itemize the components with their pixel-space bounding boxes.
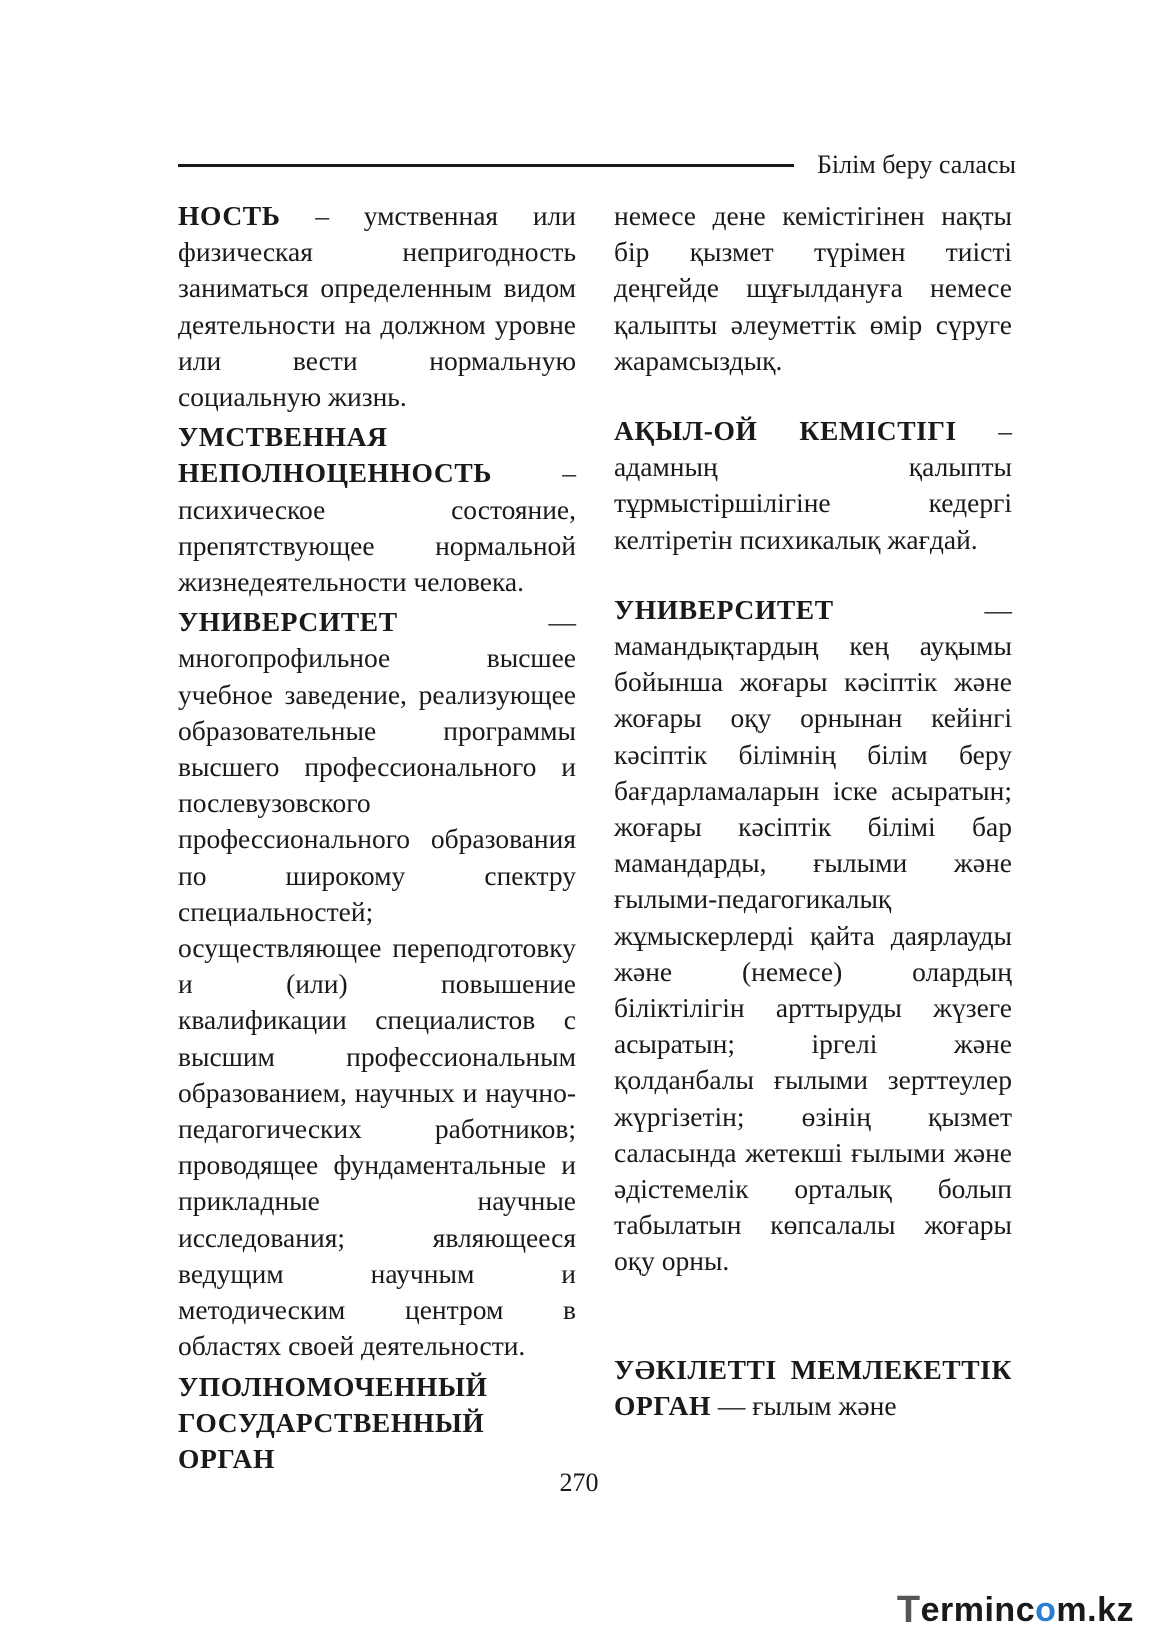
logo-text: ermin: [920, 1590, 1016, 1629]
entry-paragraph: [614, 198, 1012, 379]
entry-text: – умственная или физическая непригодность заниматься определенным видом деятельности на должном уровне или вести нормальную социальную жизнь.: [178, 200, 576, 413]
entry-paragraph: [178, 604, 576, 1364]
entry-text: – адамның қалыпты тұрмыстіршілігіне кедергі келтіретін психикалық жағдай.: [614, 415, 1012, 555]
entry-term: УПОЛНОМОЧЕННЫЙ ГОСУДАРСТВЕННЫЙ ОРГАН: [178, 1370, 488, 1474]
logo-letter: T: [896, 1588, 921, 1631]
running-header: [178, 150, 1016, 180]
entry-term: УМСТВЕННАЯ НЕПОЛНОЦЕННОСТЬ: [178, 421, 493, 489]
header-title: Білім беру саласы: [816, 150, 1016, 179]
entry-text: — мамандықтардың кең ауқымы бойынша жоғары кәсіптік және жоғары оқу орнынан кейінгі кәсіптік білімнің білім беру бағдарламаларын іске асыратын; жоғары кәсіптік білімі бар мамандарды, ғылыми және ғылыми-педагогикалық жұмыскерлерді қайта даярлауды және (немесе) олардың біліктілігін арттыруды жүзеге асыратын; іргелі және қолданбалы ғылыми зерттеулер жүргізетін; өзінің қызмет саласында жетекші ғылыми және әдістемелік орталық болып табылатын көпсалалы жоғары оқу орны.: [614, 593, 1012, 1277]
logo-text: c: [1015, 1590, 1036, 1629]
right-column: [614, 198, 1012, 1424]
header-rule: [178, 164, 794, 167]
logo-highlight: o: [1035, 1590, 1057, 1629]
entry-term: УНИВЕРСИТЕТ: [178, 606, 398, 638]
entry-paragraph: [178, 1369, 576, 1478]
termincom-logo[interactable]: [897, 1588, 1134, 1632]
entry-paragraph: [614, 1352, 1012, 1424]
entry-text: — многопрофильное высшее учебное заведение, реализующее образовательные программы высшего профессионального и послевузовского профессионального образования по широкому спектру специальностей; осуществляющее переподготовку и (или) повышение квалификации специалистов с высшим профессиональным образованием, научных и научно-педагогических работников; проводящее фундаментальные и прикладные научные исследования; являющееся ведущим научным и методическим центром в областях своей деятельности.: [178, 606, 576, 1362]
page-number: 270: [559, 1468, 599, 1497]
entry-term: АҚЫЛ-ОЙ КЕМІСТІГІ: [614, 415, 957, 447]
left-column: [178, 198, 576, 1477]
entry-text: немесе дене кемістігінен нақты бір қызмет түрімен тиісті деңгейде шұғылдануға немесе қалыпты әлеуметтік өмір сүруге жарамсыздық.: [614, 200, 1012, 376]
entry-term: УНИВЕРСИТЕТ: [614, 593, 834, 625]
entry-paragraph: [614, 413, 1012, 558]
entry-text: – психическое состояние, препятствующее нормальной жизнедеятельности человека.: [178, 457, 576, 598]
entry-term: УӘКІЛЕТТІ МЕМЛЕКЕТТІК ОРГАН: [614, 1353, 1012, 1421]
entry-paragraph: [614, 592, 1012, 1280]
entry-paragraph: [178, 198, 576, 415]
entry-text: — ғылым және: [710, 1389, 897, 1421]
entry-paragraph: [178, 419, 576, 600]
entry-term: НОСТЬ: [178, 200, 281, 231]
logo-text: m.kz: [1056, 1590, 1134, 1629]
